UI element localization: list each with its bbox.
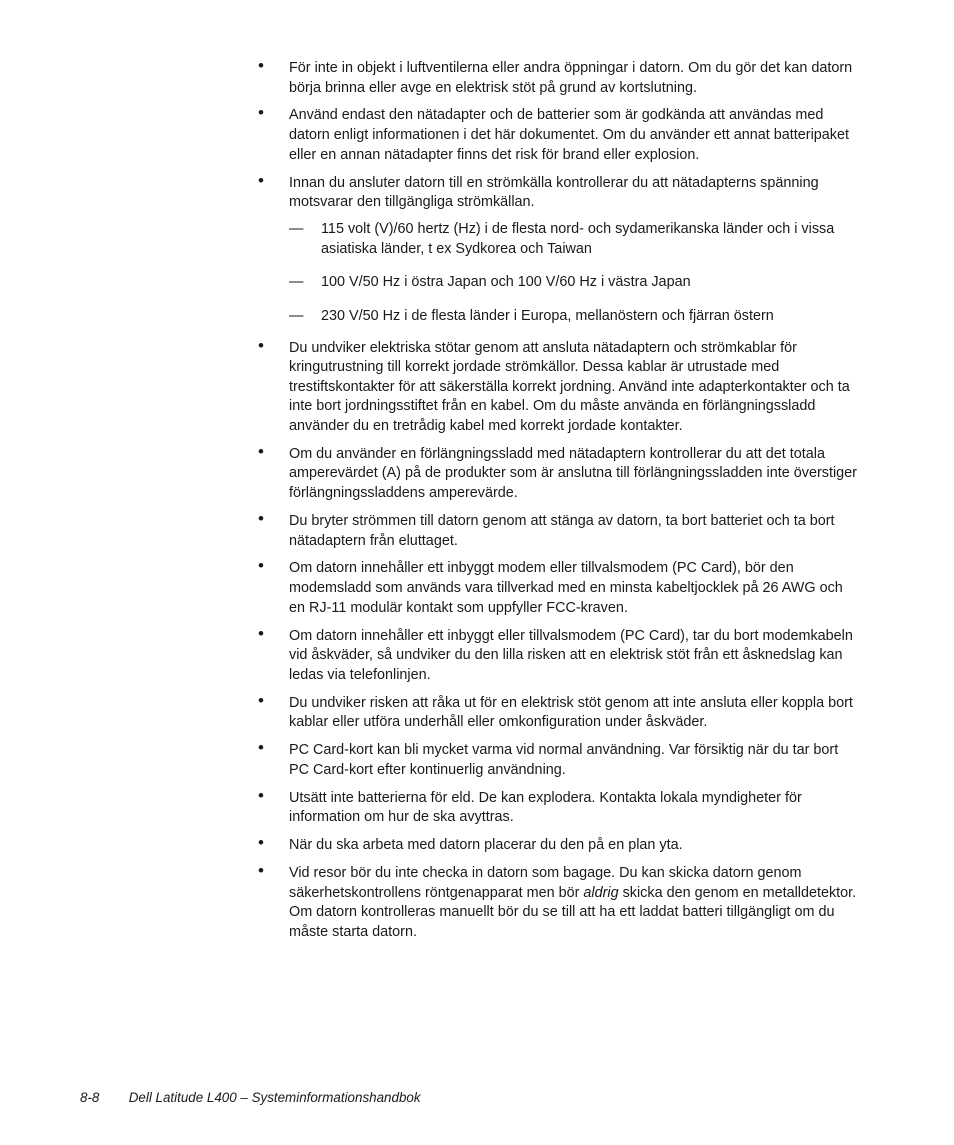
list-item: [258, 556, 858, 618]
sublist-item: [289, 220, 858, 259]
safety-instructions-list: [258, 56, 858, 951]
voltage-sublist: [289, 220, 858, 326]
page-footer: [80, 1089, 421, 1107]
bullet-icon: •: [258, 623, 264, 643]
list-item-text: Du bryter strömmen till datorn genom att stänga av datorn, ta bort batteriet och ta bort nätadaptern från eluttaget.: [289, 512, 835, 549]
bullet-icon: •: [258, 785, 264, 805]
list-item-text: Om datorn innehåller ett inbyggt eller tillvalsmodem (PC Card), tar du bort modemkabeln vid åskväder, så undviker du den lilla risken att en elektrisk stöt från ett åsknedslag kan ledas via telefonlinjen.: [289, 627, 853, 683]
bullet-icon: •: [258, 103, 264, 123]
list-item-text: Du undviker risken att råka ut för en elektrisk stöt genom att inte ansluta eller koppla bort kablar eller utföra underhåll eller omkonfiguration under åskväder.: [289, 694, 853, 731]
bullet-icon: •: [258, 335, 264, 355]
dash-icon: —: [289, 274, 304, 291]
list-item: [258, 441, 858, 504]
dash-icon: —: [289, 221, 304, 238]
list-item: [258, 785, 858, 828]
list-item-text: För inte in objekt i luftventilerna eller andra öppningar i datorn. Om du gör det kan datorn börja brinna eller avge en elektrisk stöt på grund av kortslutning.: [289, 60, 853, 96]
list-item: [258, 833, 858, 856]
list-item: [258, 56, 858, 98]
sublist-item-text: 100 V/50 Hz i östra Japan och 100 V/60 Hz i västra Japan: [321, 274, 691, 291]
list-item: [258, 508, 858, 551]
list-item-text: Använd endast den nätadapter och de batterier som är godkända att användas med datorn enligt informationen i det här dokumentet. Om du använder ett annat batteripaket eller en annan nätadapter finns det risk för brand eller explosion.: [289, 107, 849, 163]
list-item-text: [289, 865, 856, 940]
sublist-item-text: 230 V/50 Hz i de flesta länder i Europa, mellanöstern och fjärran östern: [321, 307, 774, 324]
list-item: [258, 170, 858, 327]
list-item-text: Om du använder en förlängningssladd med nätadaptern kontrollerar du att det totala amperevärdet (A) på de produkter som är anslutna till förlängningssladden inte överstiger förlängningssladdens amperevärde.: [289, 445, 857, 502]
sublist-item: [289, 307, 858, 327]
sublist-item: [289, 273, 858, 293]
bullet-icon: •: [258, 556, 264, 576]
list-item: [258, 738, 858, 780]
list-item: [258, 860, 858, 942]
list-item-text-part: Vid resor bör du inte checka in datorn som bagage. Du kan skicka datorn genom säkerhetskontrollens röntgenapparat men bör: [289, 864, 802, 901]
bullet-icon: •: [258, 170, 264, 190]
bullet-icon: •: [258, 690, 264, 710]
list-item: [258, 335, 858, 437]
bullet-icon: •: [258, 508, 264, 528]
dash-icon: —: [289, 307, 304, 324]
list-item-text: PC Card-kort kan bli mycket varma vid normal användning. Var försiktig när du tar bort PC Card-kort efter kontinuerlig användning.: [289, 742, 839, 778]
bullet-icon: •: [258, 441, 264, 461]
sublist-item-text: 115 volt (V)/60 hertz (Hz) i de flesta nord- och sydamerikanska länder och i vissa asiatiska länder, t ex Sydkorea och Taiwan: [321, 221, 835, 257]
list-item-text: När du ska arbeta med datorn placerar du den på en plan yta.: [289, 837, 683, 854]
footer-title: Dell Latitude L400 – Systeminformationshandbok: [128, 1090, 421, 1105]
list-item-text: Utsätt inte batterierna för eld. De kan explodera. Kontakta lokala myndigheter för information om hur de ska avyttras.: [289, 789, 802, 826]
bullet-icon: •: [258, 833, 264, 853]
list-item-text-part: skicka den genom en metalldetektor. Om datorn kontrolleras manuellt bör du se till att ha ett laddat batteri tillgängligt om du måste starta datorn.: [289, 884, 857, 940]
list-item-text: Du undviker elektriska stötar genom att ansluta nätadaptern och strömkablar för kringutrustning till korrekt jordade strömkällor. Dessa kablar är utrustade med trestiftskontakter för att säkerställa korrekt jordning. Använd inte adapterkontakter och ta inte bort jordningsstiftet från en kabel. Om du måste använda en förlängningssladd använder du en tretrådig kabel med korrekt jordade kontakter.: [289, 339, 850, 434]
list-item: [258, 623, 858, 686]
bullet-icon: •: [258, 860, 264, 880]
list-item: [258, 103, 858, 165]
page-number: 8-8: [80, 1090, 100, 1105]
bullet-icon: •: [258, 56, 264, 75]
emphasis-text: aldrig: [583, 884, 619, 901]
list-item-text: Innan du ansluter datorn till en strömkälla kontrollerar du att nätadapterns spänning motsvarar den tillgängliga strömkällan.: [289, 174, 819, 211]
list-item: [258, 690, 858, 733]
bullet-icon: •: [258, 738, 264, 758]
list-item-text: Om datorn innehåller ett inbyggt modem eller tillvalsmodem (PC Card), bör den modemsladd som används vara tillverkad med en minsta kabeltjocklek på 26 AWG och en RJ-11 modulär kontakt som uppfyller FCC-kraven.: [289, 560, 843, 616]
